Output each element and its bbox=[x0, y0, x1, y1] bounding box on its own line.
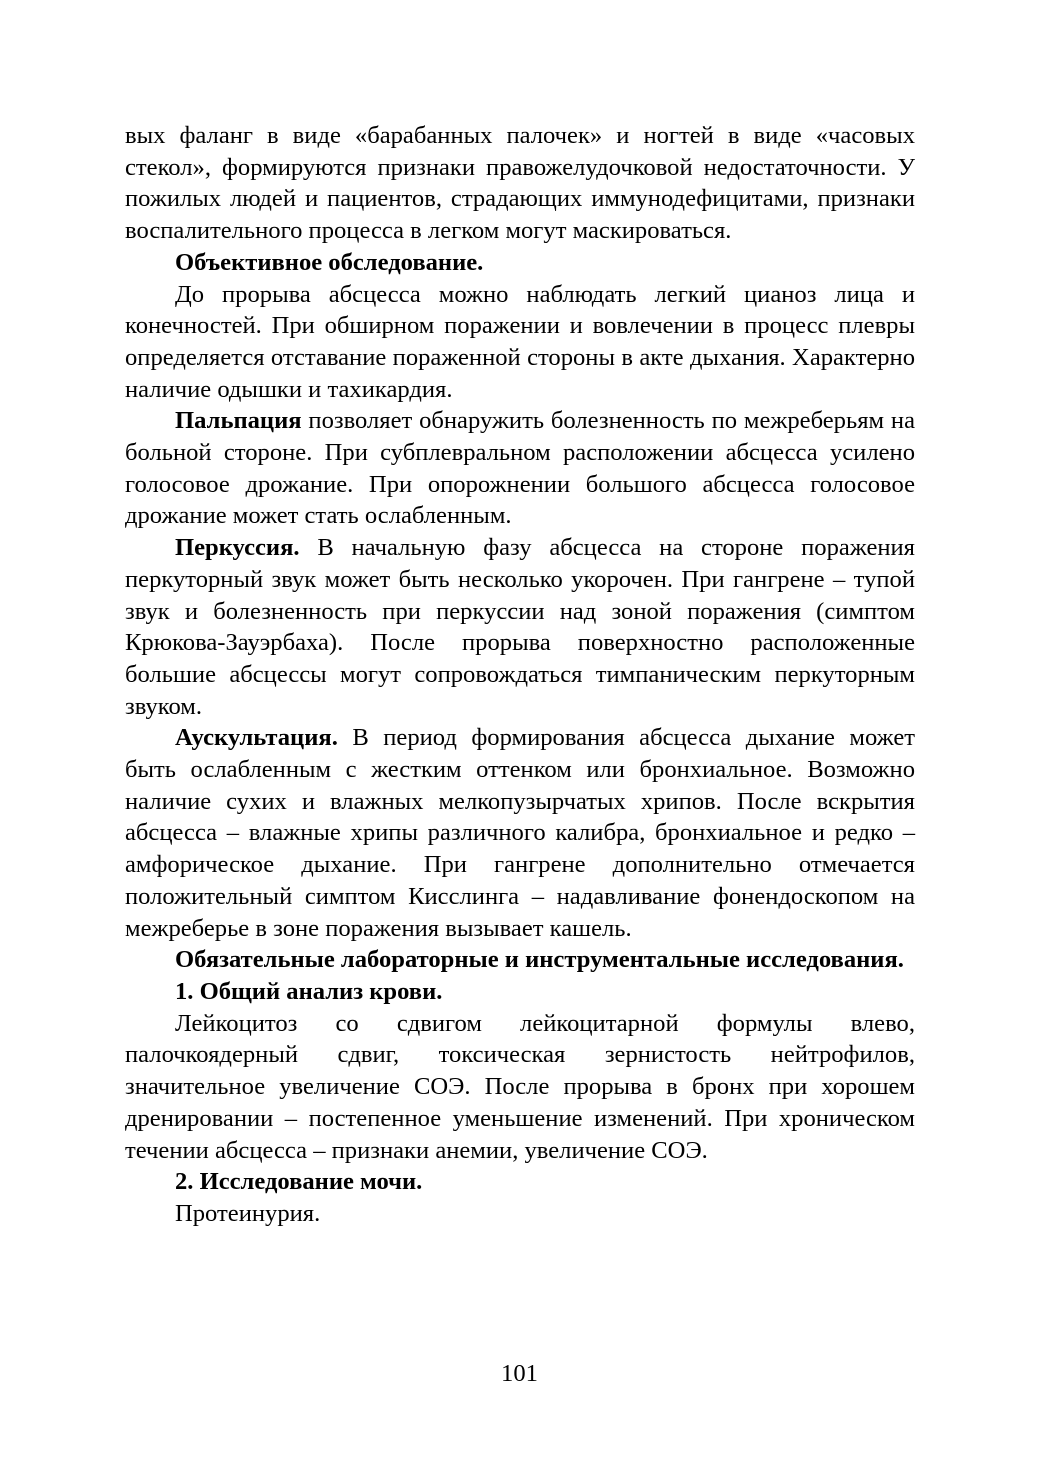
text-percussion: В начальную фазу абсцесса на стороне поражения перкуторный звук может быть несколько укорочен. При гангрене – тупой звук и болезненность при перкуссии над зоной поражения (симптом Крюкова-Зауэрбаха). После прорыва поверхностно расположенные большие абсцессы могут сопровождаться тимпаническим перкуторным звуком. bbox=[125, 534, 915, 720]
body-text bbox=[125, 120, 915, 1230]
paragraph-urine-test: Протеинурия. bbox=[175, 1199, 321, 1227]
paragraph-auscultation bbox=[125, 722, 915, 944]
paragraph-objective-examination: До прорыва абсцесса можно наблюдать легкий цианоз лица и конечностей. При обширном поражении и вовлечении в процесс плевры определяется отставание пораженной стороны в акте дыхания. Характерно наличие одышки и тахикардия. bbox=[125, 280, 915, 403]
heading-objective-examination: Объективное обследование. bbox=[175, 248, 484, 276]
paragraph-continuation: вых фаланг в виде «барабанных палочек» и ногтей в виде «часовых стекол», формируются признаки правожелудочковой недостаточности. У пожилых людей и пациентов, страдающих иммунодефицитами, признаки воспалительного процесса в легком могут маскироваться. bbox=[125, 122, 915, 245]
heading-mandatory-studies: Обязательные лабораторные и инструментальные исследования. bbox=[175, 946, 904, 974]
heading-urine-test: 2. Исследование мочи. bbox=[175, 1168, 423, 1196]
term-percussion: Перкуссия. bbox=[175, 534, 300, 562]
heading-blood-test: 1. Общий анализ крови. bbox=[175, 977, 443, 1005]
paragraph-blood-test: Лейкоцитоз со сдвигом лейкоцитарной формулы влево, палочкоядерный сдвиг, токсическая зернистость нейтрофилов, значительное увеличение СОЭ. После прорыва в бронх при хорошем дренировании – постепенное уменьшение изменений. При хроническом течении абсцесса – признаки анемии, увеличение СОЭ. bbox=[125, 1009, 915, 1164]
text-palpation: позволяет обнаружить болезненность по межреберьям на больной стороне. При субплевральном расположении абсцесса усилено голосовое дрожание. При опорожнении большого абсцесса голосовое дрожание может стать ослабленным. bbox=[125, 407, 915, 530]
term-palpation: Пальпация bbox=[175, 407, 302, 435]
paragraph-palpation bbox=[125, 405, 915, 532]
page-number: 101 bbox=[501, 1360, 538, 1387]
text-auscultation: В период формирования абсцесса дыхание может быть ослабленным с жестким оттенком или бронхиальное. Возможно наличие сухих и влажных мелкопузырчатых хрипов. После вскрытия абсцесса – влажные хрипы различного калибра, бронхиальное и редко – амфорическое дыхание. При гангрене дополнительно отмечается положительный симптом Кисслинга – надавливание фонендоскопом на межреберье в зоне поражения вызывает кашель. bbox=[125, 724, 915, 942]
term-auscultation: Аускультация. bbox=[175, 724, 338, 752]
paragraph-percussion bbox=[125, 532, 915, 722]
